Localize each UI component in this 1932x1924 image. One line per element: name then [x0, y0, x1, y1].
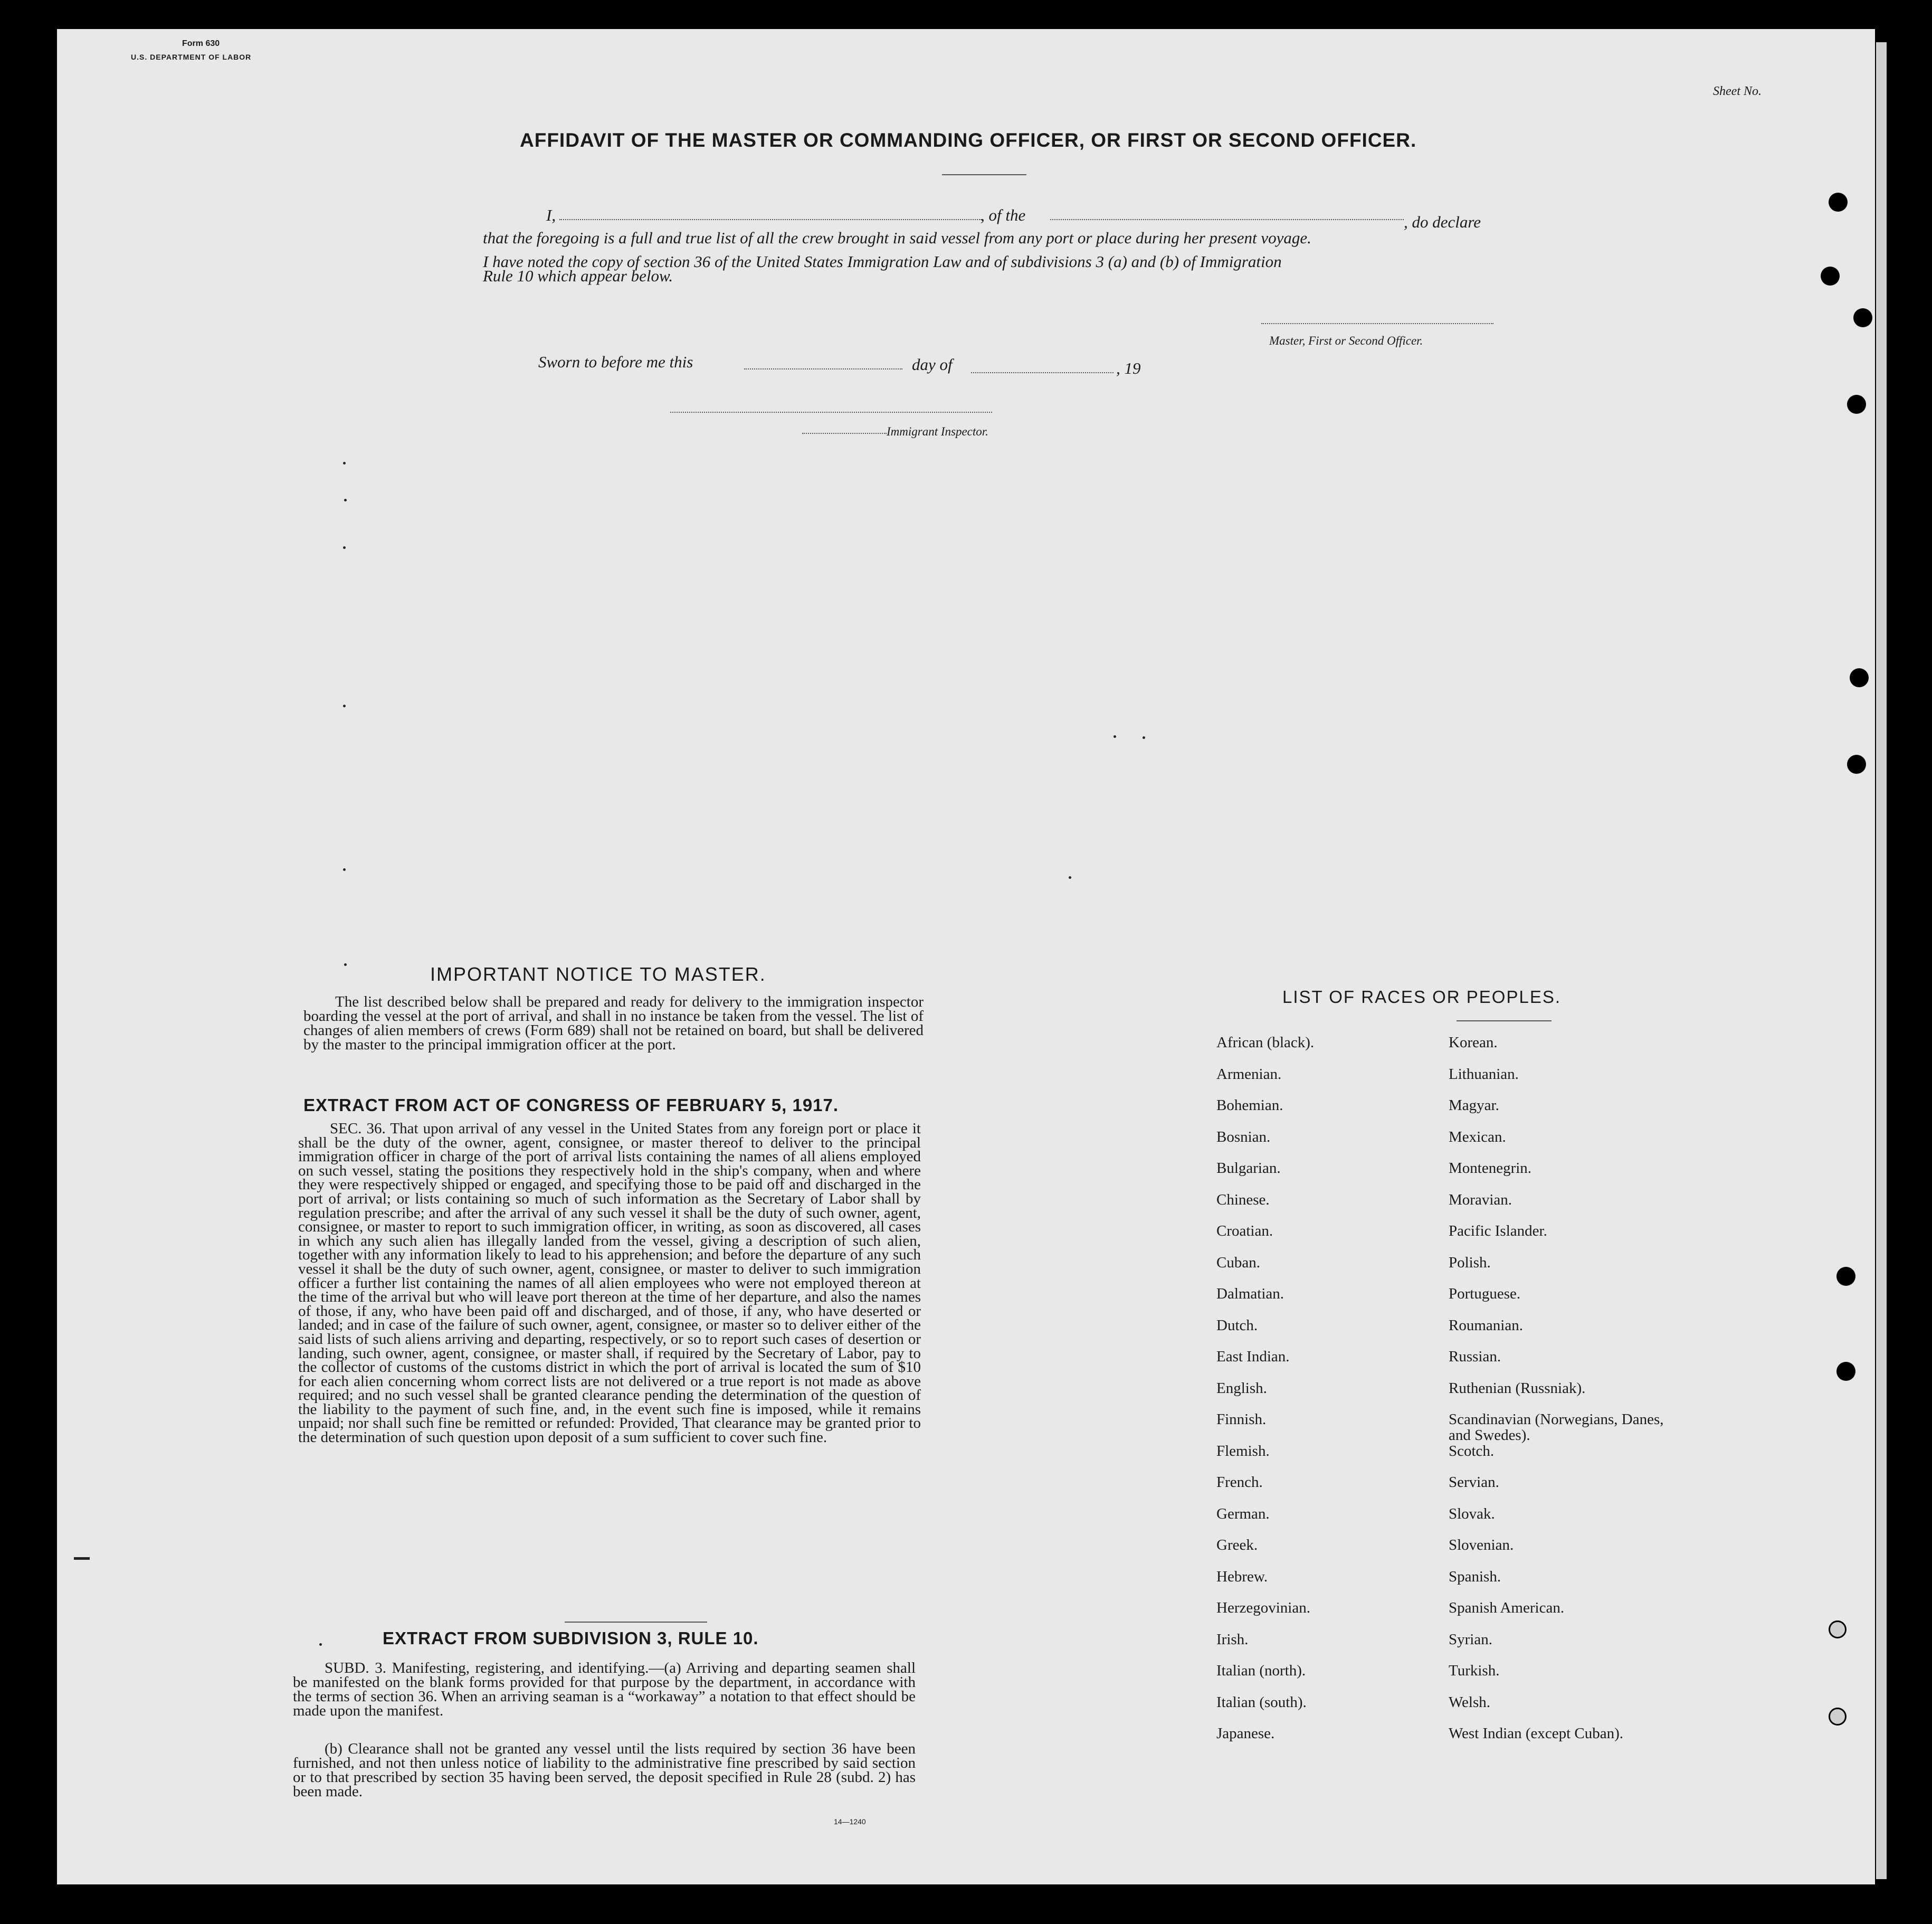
race-item: Mexican. — [1449, 1128, 1506, 1145]
affidavit-do-declare: , do declare — [1404, 213, 1481, 231]
department-name: U.S. DEPARTMENT OF LABOR — [131, 53, 252, 61]
scan-mark — [74, 1557, 90, 1560]
race-item: Hebrew. — [1216, 1568, 1268, 1585]
sworn-day-of: day of — [912, 355, 953, 374]
race-item: Ruthenian (Russniak). — [1449, 1379, 1586, 1397]
race-item: Montenegrin. — [1449, 1160, 1532, 1177]
document-code: 14—1240 — [834, 1817, 866, 1826]
race-item: Bosnian. — [1216, 1128, 1271, 1145]
affidavit-i: I, — [546, 206, 556, 224]
scan-speck — [343, 462, 346, 465]
race-item: Cuban. — [1216, 1254, 1260, 1271]
vessel-name-field[interactable] — [1050, 219, 1404, 220]
affidavit-title: AFFIDAVIT OF THE MASTER OR COMMANDING OFFICER, OR FIRST OR SECOND OFFICER. — [520, 129, 1417, 151]
binder-hole — [1829, 1620, 1847, 1638]
race-item: Russian. — [1449, 1348, 1501, 1365]
race-item: Chinese. — [1216, 1191, 1270, 1208]
race-item: German. — [1216, 1505, 1270, 1522]
race-item: Moravian. — [1449, 1191, 1512, 1208]
race-item: African (black). — [1216, 1034, 1315, 1051]
inspector-label: Immigrant Inspector. — [887, 425, 988, 438]
binder-hole — [1850, 668, 1869, 687]
race-item: Syrian. — [1449, 1631, 1492, 1648]
sworn-day-field[interactable] — [744, 368, 902, 369]
officer-name-field[interactable] — [559, 219, 982, 220]
scan-speck — [1113, 735, 1116, 738]
rule-extract-para-b: (b) Clearance shall not be granted any vessel until the lists required by section 36 have been furnished, and not then unless notice of liability to the administrative fine prescribed by said section or to that prescribed by section 35 having been served, the deposit specified in Rule 28 (subd. 2) has been made. — [293, 1740, 916, 1800]
scan-speck — [343, 705, 346, 707]
inspector-signature-field[interactable] — [670, 412, 992, 413]
race-item: Korean. — [1449, 1034, 1498, 1051]
race-item: Japanese. — [1216, 1725, 1275, 1742]
sheet-number-label: Sheet No. — [1713, 84, 1762, 98]
page-edge — [1876, 42, 1887, 1879]
rule-extract-heading: EXTRACT FROM SUBDIVISION 3, RULE 10. — [383, 1628, 759, 1648]
race-item: Spanish American. — [1449, 1599, 1565, 1616]
race-item: Bulgarian. — [1216, 1160, 1281, 1177]
race-item: Bohemian. — [1216, 1097, 1283, 1114]
race-item: Croatian. — [1216, 1222, 1273, 1239]
master-signature-label: Master, First or Second Officer. — [1269, 334, 1423, 347]
race-item: Irish. — [1216, 1631, 1249, 1648]
sworn-text: Sworn to before me this — [538, 353, 693, 371]
scan-speck — [1143, 736, 1145, 739]
race-item: Armenian. — [1216, 1065, 1282, 1083]
race-item: Scandinavian (Norwegians, Danes, and Swedes). — [1449, 1411, 1664, 1444]
races-right-column — [1449, 1035, 1670, 1757]
binder-hole — [1853, 308, 1872, 327]
notice-body: The list described below shall be prepared and ready for delivery to the immigration inspector boarding the vessel at the port of arrival, and shall in no instance be taken from the vessel. The list of changes of alien members of crews (Form 689) shall not be retained on board, but shall be delivered by the master to the principal immigration officer at the port. — [303, 993, 924, 1053]
races-heading: LIST OF RACES OR PEOPLES. — [1282, 987, 1562, 1007]
race-item: Turkish. — [1449, 1662, 1500, 1679]
inspector-signature-line — [802, 433, 887, 434]
race-item: Scotch. — [1449, 1442, 1495, 1459]
act-extract-heading: EXTRACT FROM ACT OF CONGRESS OF FEBRUARY 5, 1917. — [303, 1095, 839, 1115]
divider — [1457, 1020, 1552, 1021]
scan-speck — [1069, 876, 1071, 879]
race-item: Pacific Islander. — [1449, 1222, 1547, 1239]
scan-speck — [344, 963, 347, 966]
race-item: Greek. — [1216, 1537, 1258, 1553]
race-item: Roumanian. — [1449, 1316, 1523, 1334]
race-item: French. — [1216, 1474, 1263, 1491]
race-item: West Indian (except Cuban). — [1449, 1725, 1624, 1742]
race-item: Portuguese. — [1449, 1285, 1521, 1302]
form-number: Form 630 — [182, 39, 220, 48]
race-item: Herzegovinian. — [1216, 1599, 1310, 1616]
races-left-column — [1216, 1035, 1427, 1757]
divider — [565, 1622, 707, 1623]
race-item: Spanish. — [1449, 1568, 1501, 1585]
binder-hole — [1847, 755, 1866, 774]
race-item: Slovenian. — [1449, 1537, 1514, 1553]
race-item: Italian (north). — [1216, 1662, 1306, 1679]
binder-hole — [1829, 1708, 1847, 1726]
race-item: Servian. — [1449, 1474, 1499, 1491]
scan-speck — [343, 868, 346, 871]
race-item: Flemish. — [1216, 1442, 1270, 1459]
affidavit-of-the: , of the — [981, 206, 1026, 224]
binder-hole — [1836, 1267, 1855, 1286]
rule-extract-para-a: SUBD. 3. Manifesting, registering, and identifying.—(a) Arriving and departing seamen shall be manifested on the blank forms provided for that purpose by the department, in accordance with the terms of section 36. When an arriving seaman is a “workaway” a notation to that effect should be made upon the manifest. — [293, 1660, 916, 1719]
race-item: Magyar. — [1449, 1097, 1499, 1114]
sworn-month-field[interactable] — [971, 372, 1113, 373]
act-extract-body: SEC. 36. That upon arrival of any vessel in the United States from any foreign port or place it shall be the duty of the owner, agent, consignee, or master thereof to deliver to the principal immigration officer in charge of the port of arrival lists containing the names of all aliens employed on such vessel, stating the positions they respectively hold in the ship's company, when and where they were respectively shipped or engaged, and specifying those to be paid off and discharged in the port of arrival; or lists containing so much of such information as the Secretary of Labor shall by regulation prescribe; and after the arrival of any such vessel it shall be the duty of such owner, agent, consignee, or master to report to such immigration officer, in writing, as soon as discovered, all cases in which any such alien has illegally landed from the vessel, giving a description of such alien, together with any information likely to lead to his apprehension; and before the departure of any such vessel it shall be the duty of such owner, agent, consignee, or master to deliver to such immigration officer a further list containing the names of all alien employees who were not employed thereon at the time of the arrival but who will leave port thereon at the time of her departure, and also the names of those, if any, who have been paid off and discharged, and of those, if any, who have deserted or landed; and in case of the failure of such owner, agent, consignee, or master so to deliver either of the said lists of such aliens arriving and departing, respectively, or so to report such cases of desertion or landing, such owner, agent, consignee, or master shall, if required by the Secretary of Labor, pay to the collector of customs of the customs district in which the port of arrival is located the sum of $10 for each alien concerning whom correct lists are not delivered or a true report is not made as above required; and no such vessel shall be granted clearance pending the determination of the question of the liability to the payment of such fine, and, in the event such fine is imposed, while it remains unpaid; nor shall such fine be remitted or refunded: Provided, That clearance may be granted prior to the determination of such question upon deposit of a sum sufficient to cover such fine. — [298, 1120, 921, 1446]
scan-speck — [344, 499, 347, 501]
race-item: Dutch. — [1216, 1316, 1258, 1334]
race-item: East Indian. — [1216, 1348, 1290, 1365]
scan-speck — [319, 1643, 322, 1646]
affidavit-line-3: I have noted the copy of section 36 of the United States Immigration Law and of subdivisions 3 (a) and (b) of Immigration — [483, 252, 1282, 271]
master-signature-field[interactable] — [1261, 323, 1493, 324]
affidavit-line-2: that the foregoing is a full and true list of all the crew brought in said vessel from any port or place during her present voyage. — [483, 229, 1311, 247]
binder-hole — [1836, 1362, 1855, 1381]
sworn-year: , 19 — [1116, 359, 1141, 377]
race-item: Welsh. — [1449, 1693, 1491, 1711]
divider — [942, 174, 1026, 175]
affidavit-line-4: Rule 10 which appear below. — [483, 267, 673, 285]
notice-heading: IMPORTANT NOTICE TO MASTER. — [430, 963, 766, 985]
race-item: Polish. — [1449, 1254, 1491, 1271]
race-item: Slovak. — [1449, 1505, 1495, 1522]
race-item: Dalmatian. — [1216, 1285, 1284, 1302]
race-item: Lithuanian. — [1449, 1065, 1519, 1083]
race-item: Finnish. — [1216, 1411, 1267, 1428]
scan-speck — [343, 546, 346, 549]
race-item: English. — [1216, 1379, 1267, 1397]
binder-hole — [1829, 193, 1848, 212]
binder-hole — [1847, 395, 1866, 414]
binder-hole — [1821, 267, 1840, 286]
race-item: Italian (south). — [1216, 1693, 1307, 1711]
